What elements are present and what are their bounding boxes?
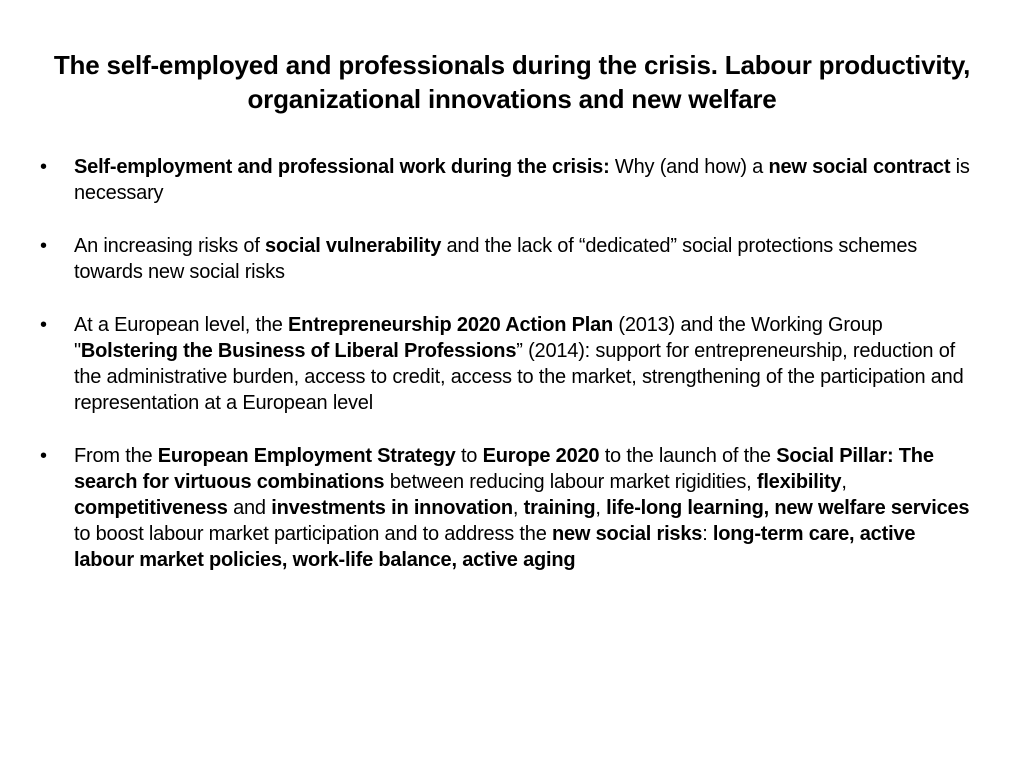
bullet-text: Why (and how) a xyxy=(609,156,769,178)
bullet-text-bold: investments in innovation xyxy=(271,497,513,519)
bullet-text-bold: Europe 2020 xyxy=(482,445,600,467)
bullet-text-bold: flexibility xyxy=(756,471,842,493)
bullet-text-bold: Self-employment and professional work during the crisis: xyxy=(74,156,610,178)
bullet-item xyxy=(40,443,980,573)
bullet-list xyxy=(40,154,980,600)
bullet-text: , xyxy=(595,497,607,519)
bullet-text-bold: new social contract xyxy=(768,156,951,178)
slide-title: The self-employed and professionals during the crisis. Labour productivity, organizational innovations and new welfare xyxy=(53,50,971,114)
bullet-text: ” (2014): support for entrepreneurship, reduction of the administrative burden, access to credit, access to the market, strengthening of the participation and representation at a European level xyxy=(74,340,964,414)
bullet-glyph: • xyxy=(40,445,47,467)
bullet-glyph: • xyxy=(40,314,47,336)
bullet-text: to xyxy=(455,445,483,467)
bullet-text: , xyxy=(512,497,524,519)
bullet-text-bold: Entrepreneurship 2020 Action Plan xyxy=(288,314,614,336)
bullet-text-bold: European Employment Strategy xyxy=(157,445,456,467)
bullet-text: From the xyxy=(74,445,158,467)
bullet-text: and the lack of “dedicated” social protections schemes towards new social risks xyxy=(74,235,918,283)
bullet-glyph: • xyxy=(40,235,47,257)
bullet-text-bold: life-long learning, new welfare services xyxy=(606,497,970,519)
bullet-text-bold: Bolstering the Business of Liberal Professions xyxy=(80,340,517,362)
bullet-text: and xyxy=(227,497,272,519)
bullet-text-bold: social vulnerability xyxy=(265,235,442,257)
bullet-item xyxy=(40,312,980,416)
bullet-text: is necessary xyxy=(74,156,970,204)
bullet-text-bold: new social risks xyxy=(551,523,703,545)
bullet-item xyxy=(40,154,980,206)
bullet-glyph: • xyxy=(40,156,47,178)
bullet-text: (2013) and the Working Group " xyxy=(74,314,883,362)
bullet-text: : xyxy=(702,523,713,545)
bullet-text: An increasing risks of xyxy=(74,235,266,257)
bullet-text: to the launch of the xyxy=(599,445,777,467)
bullet-text: between reducing labour market rigidities, xyxy=(384,471,757,493)
bullet-item xyxy=(40,233,980,285)
bullet-text: to boost labour market participation and to address the xyxy=(74,523,552,545)
bullet-text-bold: Social Pillar: The search for virtuous combinations xyxy=(74,445,934,493)
bullet-text-bold: long-term care, active labour market policies, work-life balance, active aging xyxy=(74,523,916,571)
bullet-text-bold: training xyxy=(523,497,596,519)
bullet-text-bold: competitiveness xyxy=(74,497,228,519)
bullet-text: , xyxy=(841,471,847,493)
bullet-text: At a European level, the xyxy=(74,314,289,336)
